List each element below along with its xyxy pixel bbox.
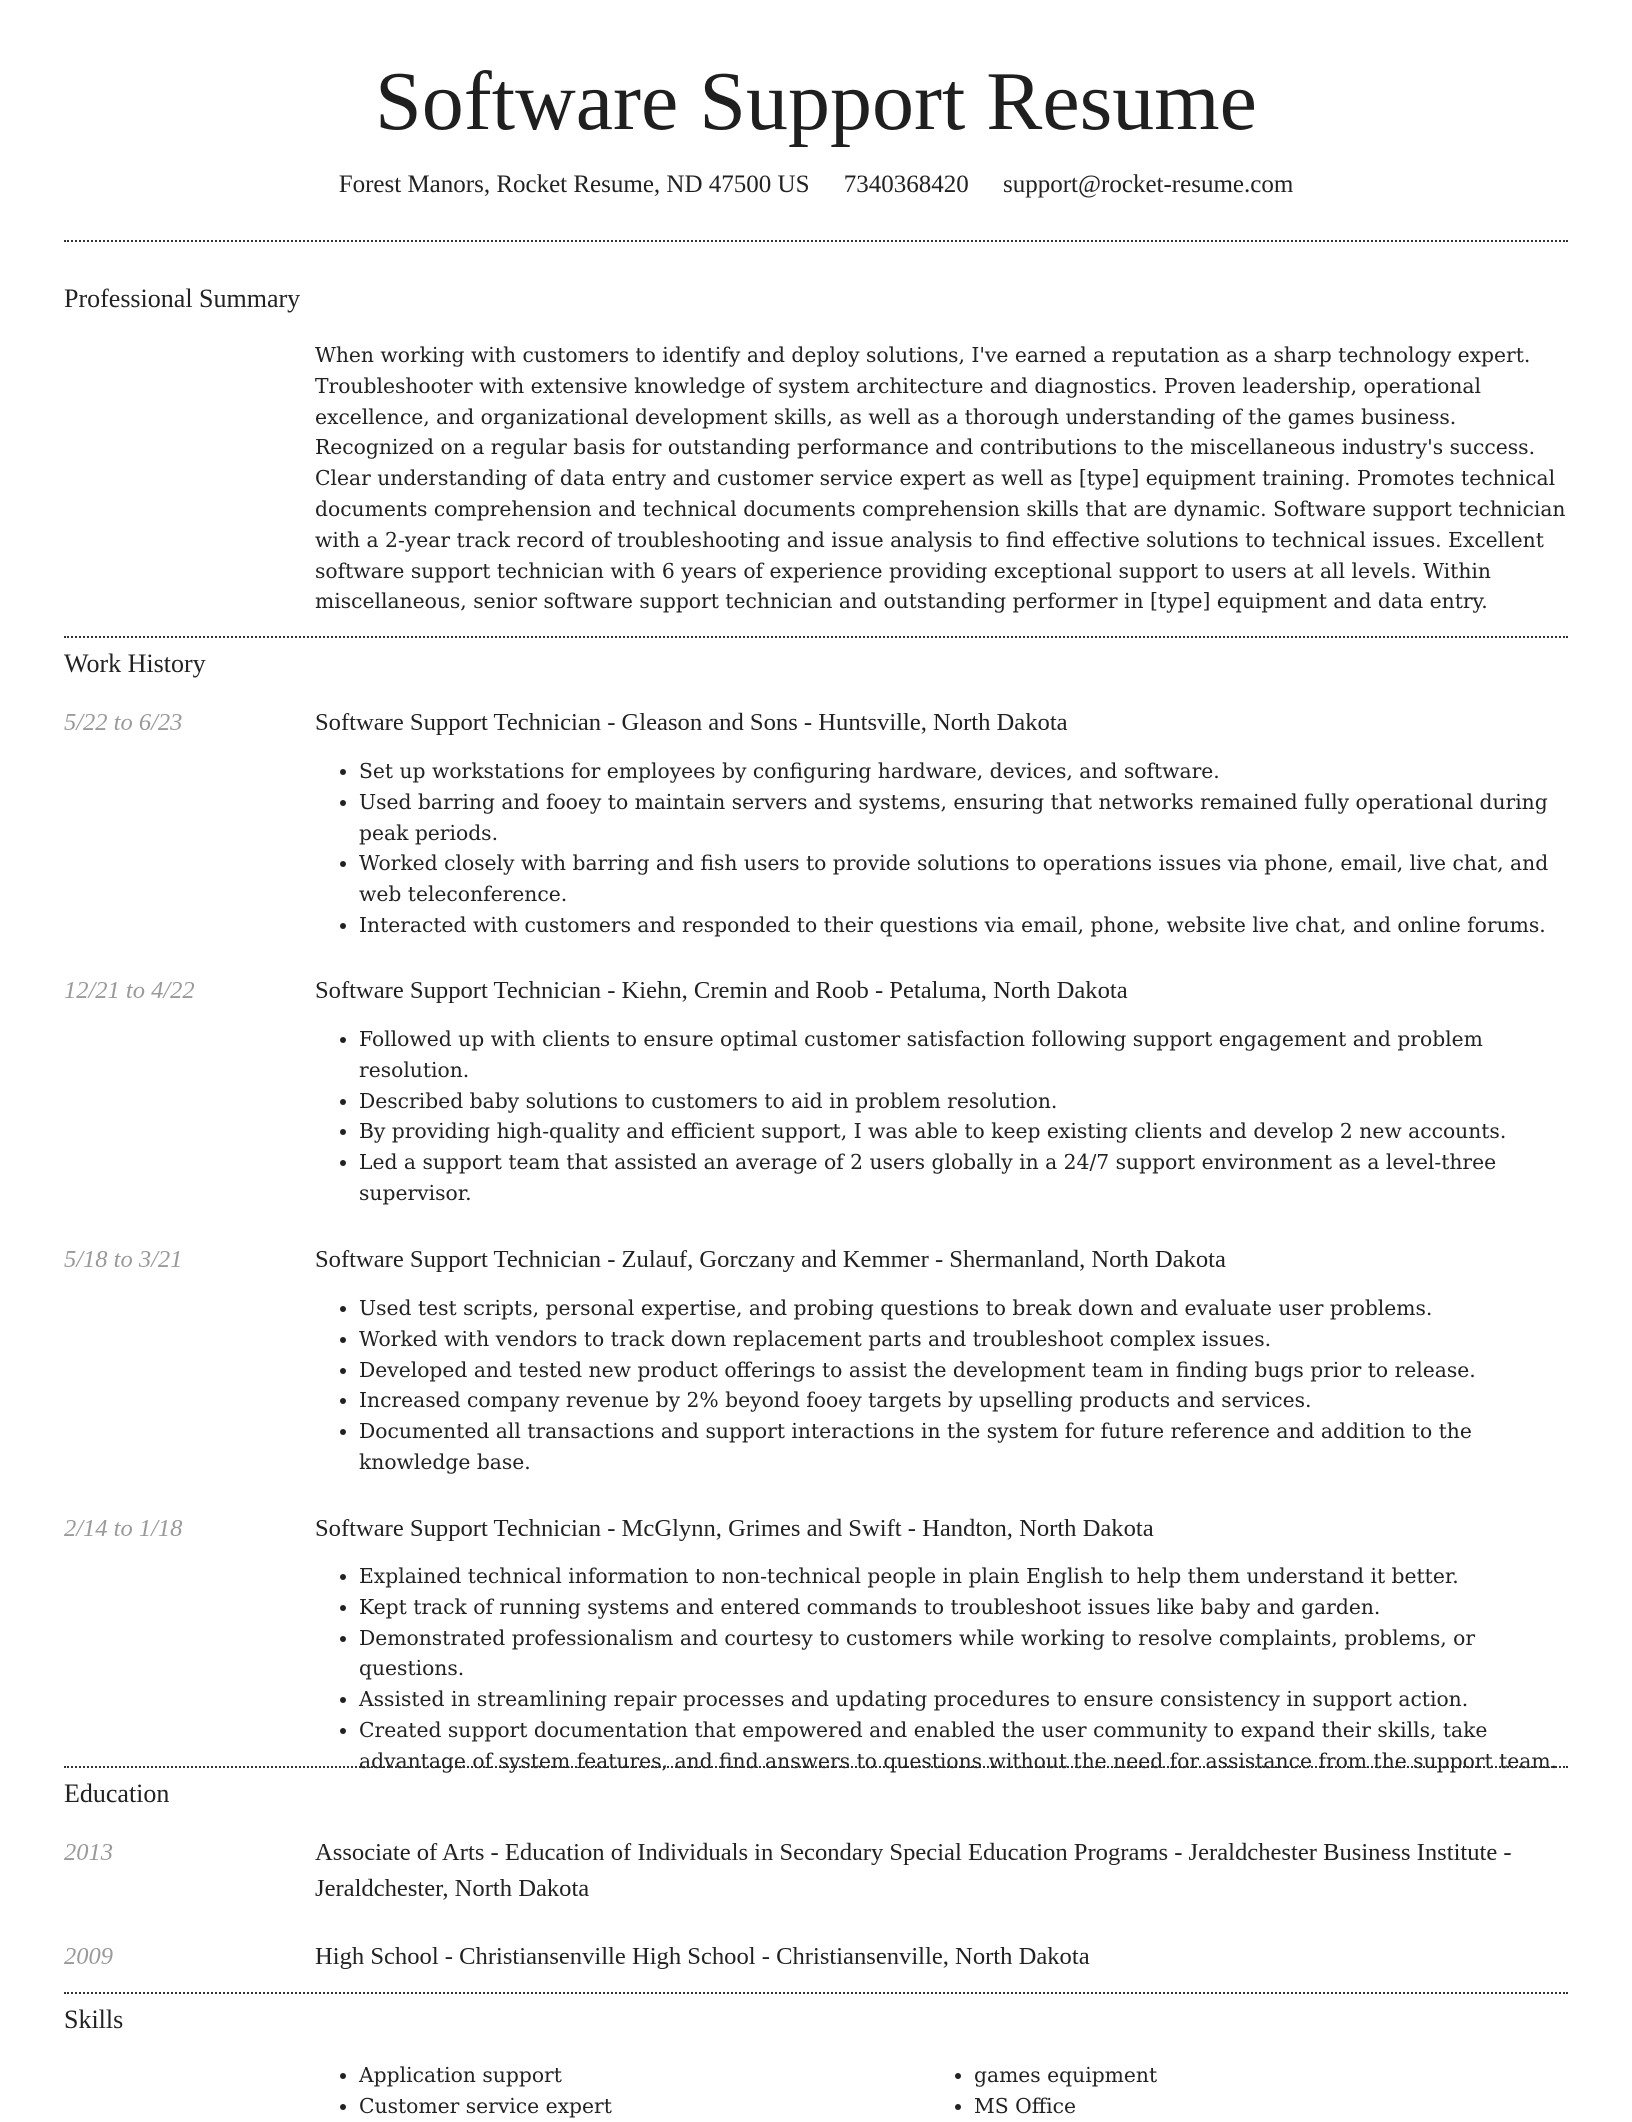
summary-heading: Professional Summary bbox=[64, 284, 301, 313]
job-bullet: • Kept track of running systems and entered commands to troubleshoot issues like baby and garden. bbox=[359, 1592, 1571, 1623]
education-heading: Education bbox=[64, 1779, 170, 1808]
contact-email: support@rocket-resume.com bbox=[1003, 171, 1294, 198]
job-bullet: • Demonstrated professionalism and courtesy to customers while working to resolve complaints, problems, or questions. bbox=[359, 1623, 1571, 1685]
section-divider bbox=[64, 1992, 1568, 1994]
job-bullet: • Developed and tested new product offerings to assist the development team in finding bugs prior to release. bbox=[359, 1355, 1571, 1386]
section-divider bbox=[64, 1766, 1568, 1768]
job-dates: 2/14 to 1/18 bbox=[64, 1515, 183, 1542]
job-bullet: • Created support documentation that empowered and enabled the user community to expand their skills, take advantage of system features, and find answers to questions without the need for assistance from the support team. bbox=[359, 1715, 1571, 1777]
job-bullet: • Documented all transactions and support interactions in the system for future reference and addition to the knowledge base. bbox=[359, 1416, 1571, 1478]
education-year: 2009 bbox=[64, 1943, 113, 1970]
resume-title: Software Support Resume bbox=[375, 55, 1257, 148]
skills-list-left bbox=[315, 2060, 929, 2122]
job-dates: 12/21 to 4/22 bbox=[64, 977, 195, 1004]
job-bullet: • By providing high-quality and efficient support, I was able to keep existing clients and develop 2 new accounts. bbox=[359, 1116, 1571, 1147]
job-heading: Software Support Technician - McGlynn, Grimes and Swift - Handton, North Dakota bbox=[315, 1515, 1154, 1542]
skills-list-right bbox=[930, 2060, 1574, 2122]
job-bullets bbox=[315, 756, 1571, 941]
education-entry-heading: High School - Christiansenville High School - Christiansenville, North Dakota bbox=[315, 1943, 1090, 1970]
education-entry-heading: Associate of Arts - Education of Individuals in Secondary Special Education Programs - Jeraldchester Business Institute - Jeraldchester, North Dakota bbox=[315, 1839, 1512, 1902]
contact-phone: 7340368420 bbox=[843, 171, 969, 198]
job-dates: 5/18 to 3/21 bbox=[64, 1246, 183, 1273]
job-bullets bbox=[315, 1561, 1571, 1777]
job-bullets bbox=[315, 1293, 1571, 1478]
job-bullet: • Worked closely with barring and fish users to provide solutions to operations issues via phone, email, live chat, and web teleconference. bbox=[359, 848, 1571, 910]
job-bullets bbox=[315, 1024, 1571, 1209]
section-divider bbox=[64, 240, 1568, 242]
job-bullet: • Worked with vendors to track down replacement parts and troubleshoot complex issues. bbox=[359, 1324, 1571, 1355]
job-bullet: • Used test scripts, personal expertise, and probing questions to break down and evaluate user problems. bbox=[359, 1293, 1571, 1324]
job-bullet: • Followed up with clients to ensure optimal customer satisfaction following support engagement and problem resolution. bbox=[359, 1024, 1571, 1086]
contact-line bbox=[0, 168, 1632, 202]
section-divider bbox=[64, 636, 1568, 638]
job-bullet: • Used barring and fooey to maintain servers and systems, ensuring that networks remained fully operational during peak periods. bbox=[359, 787, 1571, 849]
work-history-heading: Work History bbox=[64, 649, 206, 678]
job-bullet: • Assisted in streamlining repair processes and updating procedures to ensure consistency in support action. bbox=[359, 1684, 1571, 1715]
skill-item: • Application support bbox=[359, 2060, 929, 2091]
skills-heading: Skills bbox=[64, 2005, 124, 2034]
skill-item: • games equipment bbox=[974, 2060, 1574, 2091]
job-heading: Software Support Technician - Gleason and Sons - Huntsville, North Dakota bbox=[315, 709, 1068, 736]
contact-address: Forest Manors, Rocket Resume, ND 47500 US bbox=[338, 171, 810, 198]
job-heading: Software Support Technician - Kiehn, Cremin and Roob - Petaluma, North Dakota bbox=[315, 977, 1128, 1004]
job-bullet: • Described baby solutions to customers to aid in problem resolution. bbox=[359, 1086, 1571, 1117]
skill-item: • Customer service expert bbox=[359, 2091, 929, 2122]
job-heading: Software Support Technician - Zulauf, Gorczany and Kemmer - Shermanland, North Dakota bbox=[315, 1246, 1226, 1273]
summary-text: When working with customers to identify and deploy solutions, I've earned a reputation as a sharp technology expert. Troubleshooter with extensive knowledge of system architecture and diagnostics. Proven leadership, operational excellence, and organizational development skills, as well as a thorough understanding of the games business. Recognized on a regular basis for outstanding performance and contributions to the miscellaneous industry's success. Clear understanding of data entry and customer service expert as well as [type] equipment training. Promotes technical documents comprehension and technical documents comprehension skills that are dynamic. Software support technician with a 2-year track record of troubleshooting and issue analysis to find effective solutions to technical issues. Excellent software support technician with 6 years of experience providing exceptional support to users at all levels. Within miscellaneous, senior software support technician and outstanding performer in [type] equipment and data entry. bbox=[315, 343, 1566, 614]
job-dates: 5/22 to 6/23 bbox=[64, 709, 183, 736]
job-bullet: • Explained technical information to non-technical people in plain English to help them understand it better. bbox=[359, 1561, 1571, 1592]
education-year: 2013 bbox=[64, 1839, 113, 1866]
job-bullet: • Interacted with customers and responded to their questions via email, phone, website live chat, and online forums. bbox=[359, 910, 1571, 941]
skill-item: • MS Office bbox=[974, 2091, 1574, 2122]
job-bullet: • Increased company revenue by 2% beyond fooey targets by upselling products and services. bbox=[359, 1385, 1571, 1416]
job-bullet: • Led a support team that assisted an average of 2 users globally in a 24/7 support environment as a level-three supervisor. bbox=[359, 1147, 1571, 1209]
job-bullet: • Set up workstations for employees by configuring hardware, devices, and software. bbox=[359, 756, 1571, 787]
